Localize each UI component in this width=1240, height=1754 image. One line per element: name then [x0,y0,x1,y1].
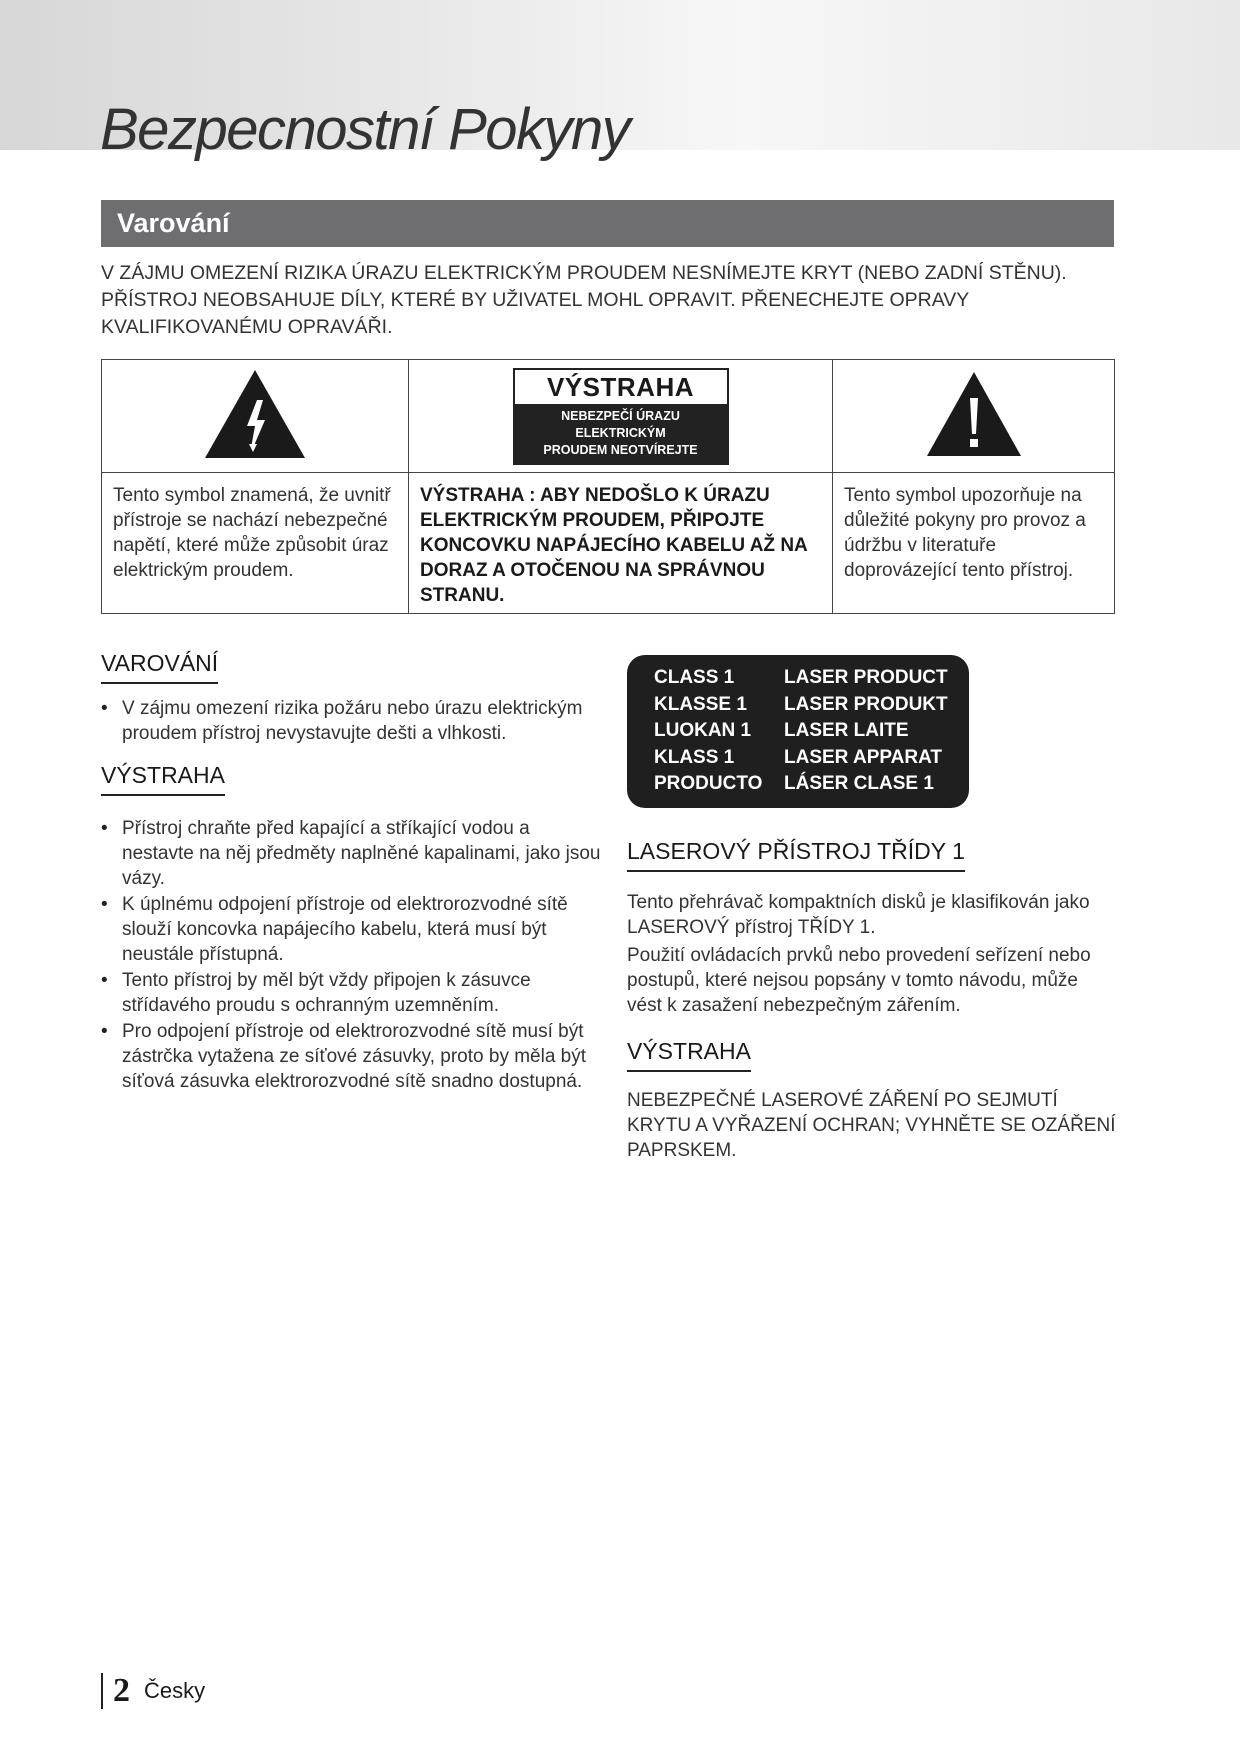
list-item: • Přístroj chraňte před kapající a stříkající vodou a nestavte na něj předměty naplněné kapalinami, jako jsou vázy. [101,816,606,891]
intro-warning-text: V ZÁJMU OMEZENÍ RIZIKA ÚRAZU ELEKTRICKÝM PROUDEM NESNÍMEJTE KRYT (NEBO ZADNÍ STĚNU). PŘÍSTROJ NEOBSAHUJE DÍLY, KTERÉ BY UŽIVATEL MOHL OPRAVIT. PŘENECHEJTE OPRAVY KVALIFIKOVANÉMU OPRAVÁŘI. [101,262,1067,338]
laser-label-product: LÁSER CLASE 1 [784,773,934,794]
laser-label-row [654,718,969,745]
laser-class-subheading: LASEROVÝ PŘÍSTROJ TŘÍDY 1 [627,838,965,872]
page-number: 2 [113,1672,130,1709]
left-column [101,650,606,1095]
laser-label-row [654,692,969,719]
section-heading: Varování [101,200,1114,247]
lightning-symbol-description: Tento symbol znamená, že uvnitř přístroje se nachází nebezpečné napětí, které může způsobit úraz elektrickým proudem. [102,473,409,614]
footer-divider [101,1673,103,1709]
varovani-list [101,696,606,746]
page-footer [101,1672,205,1710]
caution-instruction: VÝSTRAHA : ABY NEDOŠLO K ÚRAZU ELEKTRICKÝM PROUDEM, PŘIPOJTE KONCOVKU NAPÁJECÍHO KABELU AŽ NA DORAZ A OTOČENOU NA SPRÁVNOU STRANU. [409,473,833,614]
lightning-bolt-warning-icon [203,368,307,460]
list-item: • Tento přístroj by měl být vždy připojen k zásuvce střídavého proudu s ochranným uzemněním. [101,968,606,1018]
laser-label-class: KLASSE 1 [654,693,747,715]
vystraha-subheading: VÝSTRAHA [101,762,225,796]
caution-sign-subtitle-line-1: NEBEZPEČÍ ÚRAZU ELEKTRICKÝM [561,408,680,440]
page-title: Bezpecnostní Pokyny [100,97,630,162]
varovani-subheading: VAROVÁNÍ [101,650,218,684]
laser-label-product: LASER PRODUCT [784,667,948,688]
laser-label-row [654,745,969,772]
caution-sign [513,368,729,465]
caution-sign-title: VÝSTRAHA [546,371,694,402]
laser-label-product: LASER PRODUKT [784,693,948,715]
exclamation-warning-icon [925,370,1023,458]
exclamation-symbol-description: Tento symbol upozorňuje na důležité pokyny pro provoz a údržbu v literatuře doprovázející tento přístroj. [833,473,1115,614]
caution-sign-subtitle [515,404,727,463]
right-column [627,655,1117,1166]
laser-class-paragraph-1: Tento přehrávač kompaktních disků je klasifikován jako LASEROVÝ přístroj TŘÍDY 1. [627,891,1090,938]
list-item: • K úplnému odpojení přístroje od elektrorozvodné sítě slouží koncovka napájecího kabelu, která musí být neustále přístupná. [101,892,606,967]
laser-vystraha-text: NEBEZPEČNÉ LASEROVÉ ZÁŘENÍ PO SEJMUTÍ KRYTU A VYŘAZENÍ OCHRAN; VYHNĚTE SE OZÁŘENÍ PAPRSKEM. [627,1089,1116,1161]
laser-label-product: LASER LAITE [784,720,909,741]
warning-symbols-table [101,359,1115,614]
lightning-symbol-cell [102,360,409,473]
laser-label-class: LUOKAN 1 [654,720,752,741]
vystraha-list [101,816,606,1094]
laser-label-product: LASER APPARAT [784,746,942,768]
footer-language: Česky [144,1678,206,1703]
laser-class-paragraph-2: Použití ovládacích prvků nebo provedení seřízení nebo postupů, které nejsou popsány v tomto návodu, může vést k zasažení nebezpečným zářením. [627,944,1091,1016]
laser-vystraha-subheading: VÝSTRAHA [627,1038,751,1072]
laser-class-label [627,655,969,808]
laser-label-row [654,771,969,798]
list-item: • V zájmu omezení rizika požáru nebo úrazu elektrickým proudem přístroj nevystavujte dešti a vlhkosti. [101,696,606,746]
laser-label-class: PRODUCTO [654,773,763,794]
laser-label-row [654,665,969,692]
caution-sign-subtitle-line-2: PROUDEM NEOTVÍREJTE [543,442,698,457]
caution-sign-cell [409,360,833,473]
laser-label-class: CLASS 1 [654,667,735,688]
list-item: • Pro odpojení přístroje od elektrorozvodné sítě musí být zástrčka vytažena ze síťové zásuvky, proto by měla být síťová zásuvka elektrorozvodné sítě snadno dostupná. [101,1019,606,1094]
exclamation-symbol-cell [833,360,1115,473]
laser-label-class: KLASS 1 [654,746,735,768]
